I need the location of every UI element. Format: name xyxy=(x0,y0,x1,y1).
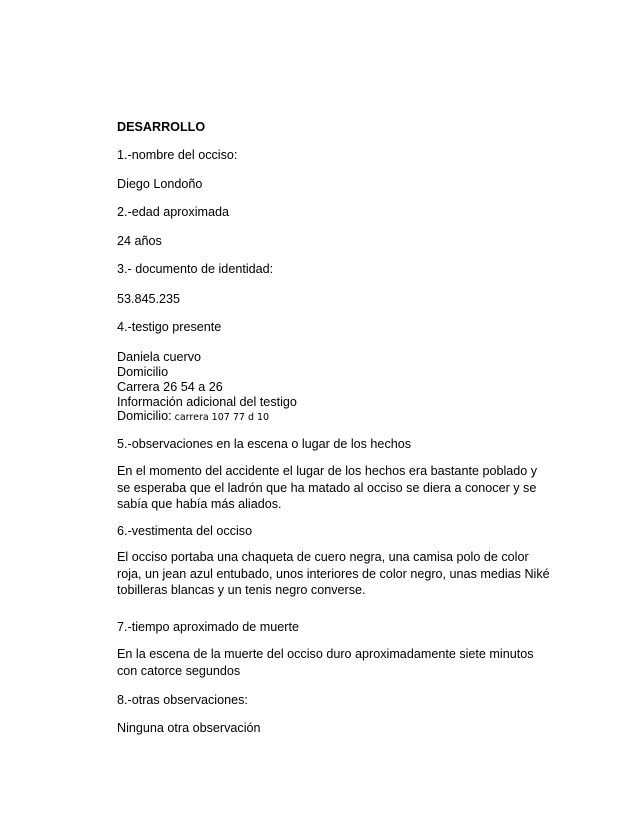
question-4: 4.-testigo presente xyxy=(117,320,222,334)
question-3: 3.- documento de identidad: xyxy=(117,262,274,276)
answer-8: Ninguna otra observación xyxy=(117,721,261,735)
answer-7 xyxy=(117,646,547,679)
answer-6-line: tobilleras blancas y un tenis negro converse. xyxy=(117,583,366,597)
domicile-label: Domicilio xyxy=(117,365,169,379)
answer-6-line: roja, un jean azul entubado, unos interiores de color negro, unas medias Niké xyxy=(117,566,550,581)
section-heading: DESARROLLO xyxy=(117,120,206,134)
witness-name: Daniela cuervo xyxy=(117,350,202,364)
question-6: 6.-vestimenta del occiso xyxy=(117,524,253,538)
answer-2: 24 años xyxy=(117,234,162,248)
question-1: 1.-nombre del occiso: xyxy=(117,148,238,162)
answer-6-line: El occiso portaba una chaqueta de cuero negra, una camisa polo de color xyxy=(117,550,529,564)
answer-6 xyxy=(117,549,550,599)
question-2: 2.-edad aproximada xyxy=(117,205,230,219)
answer-1: Diego Londoño xyxy=(117,177,203,191)
answer-7-line: con catorce segundos xyxy=(117,663,241,678)
witness-address: Carrera 26 54 a 26 xyxy=(117,380,223,394)
question-7: 7.-tiempo aproximado de muerte xyxy=(117,620,300,634)
question-5: 5.-observaciones en la escena o lugar de los hechos xyxy=(117,437,412,451)
answer-5-line: se esperaba que el ladrón que ha matado al occiso se diera a conocer y se xyxy=(117,480,537,495)
question-8: 8.-otras observaciones: xyxy=(117,693,248,707)
extra-info-label: Información adicional del testigo xyxy=(117,395,297,409)
domicile-2-value: carrera 107 77 d 10 xyxy=(171,412,270,423)
answer-5 xyxy=(117,463,547,513)
answer-5-line: sabía que había más aliados. xyxy=(117,497,282,511)
answer-7-line: En la escena de la muerte del occiso duro aproximadamente siete minutos xyxy=(117,647,534,661)
answer-5-line: En el momento del accidente el lugar de los hechos era bastante poblado y xyxy=(117,464,538,478)
answer-3: 53.845.235 xyxy=(117,292,181,306)
domicile-2-line xyxy=(117,409,269,425)
domicile-2-label: Domicilio: xyxy=(117,409,172,423)
